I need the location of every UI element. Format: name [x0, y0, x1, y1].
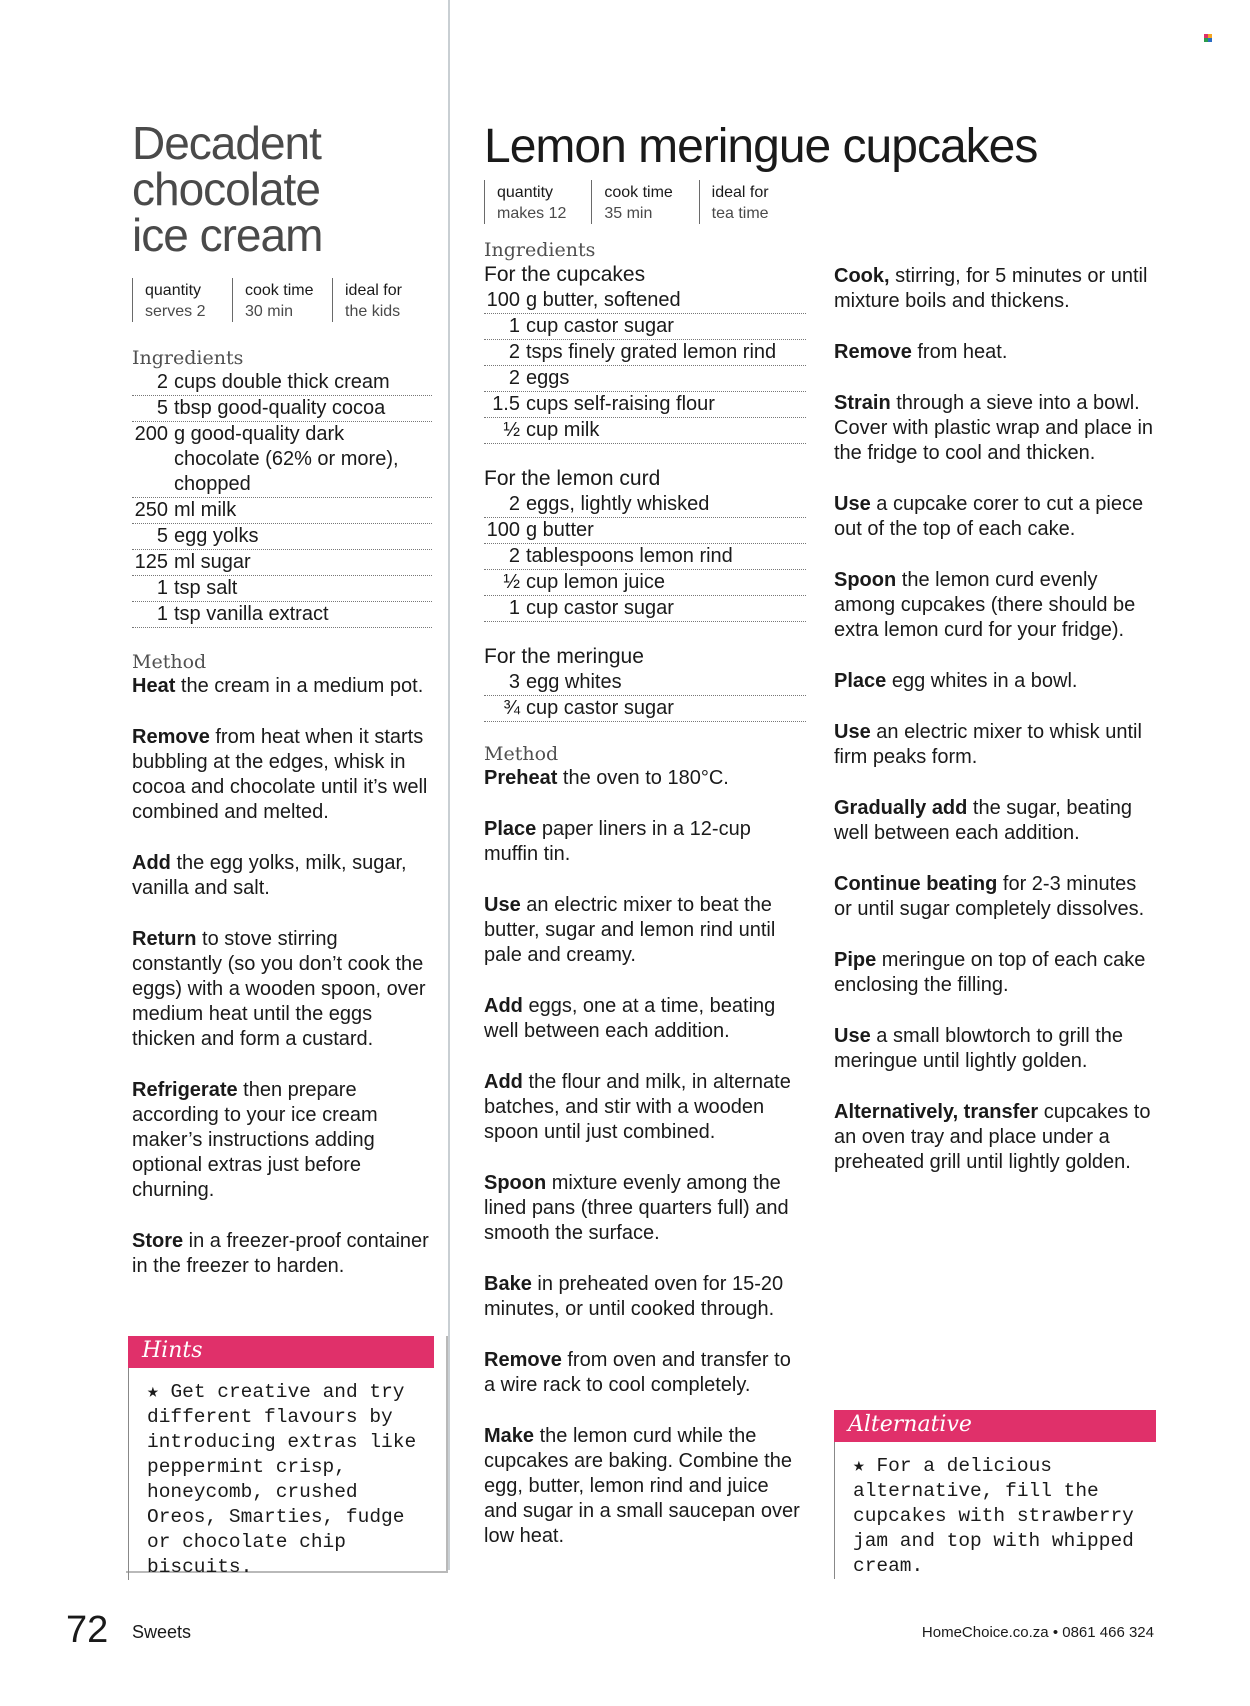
ingredients-list — [132, 370, 432, 628]
step-keyword: Place — [834, 670, 887, 692]
page-footer — [0, 1610, 1250, 1650]
ingredient-text: eggs — [526, 367, 570, 389]
ingredient-quantity: 2 — [156, 371, 168, 393]
method-heading: Method — [484, 743, 559, 765]
ingredient-text: tsp salt — [174, 577, 238, 599]
method-step — [834, 948, 1156, 998]
ingredient-quantity: 2 — [508, 341, 520, 363]
method-step — [834, 872, 1156, 922]
step-keyword: Remove — [484, 1349, 562, 1371]
method-list — [834, 264, 1156, 1175]
step-text: an electric mixer to whisk until firm peaks form. — [834, 721, 1142, 768]
step-text: in a freezer-proof container in the freezer to harden. — [132, 1230, 429, 1277]
step-keyword: Strain — [834, 392, 891, 414]
ingredient-quantity: 2 — [508, 493, 520, 515]
step-keyword: Cook, — [834, 265, 890, 287]
group-heading: For the lemon curd — [484, 467, 661, 490]
recipe-title: Lemon meringue cupcakes — [484, 120, 1038, 173]
method-step — [834, 669, 1156, 694]
ingredient-text: cup castor sugar — [526, 315, 674, 337]
ingredient-row — [484, 418, 806, 444]
step-keyword: Continue beating — [834, 873, 998, 895]
ingredient-text: egg whites — [526, 671, 622, 693]
ingredient-text: tsp vanilla extract — [174, 603, 329, 625]
ingredient-text: tbsp good-quality cocoa — [174, 397, 386, 419]
meta-cook-time: cook time 30 min — [232, 278, 328, 322]
step-text: mixture evenly among the lined pans (three quarters full) and smooth the surface. — [484, 1172, 789, 1244]
alternative-banner: Alternative — [834, 1410, 1156, 1442]
ingredient-row — [484, 570, 806, 596]
step-text: eggs, one at a time, beating well between each addition. — [484, 995, 776, 1042]
ingredient-row — [132, 576, 432, 602]
ingredient-quantity: 3 — [508, 671, 520, 693]
ingredient-quantity: 5 — [156, 397, 168, 419]
ingredient-text: tsps finely grated lemon rind — [526, 341, 777, 363]
ingredient-row — [484, 596, 806, 622]
alternative-box — [834, 1410, 1156, 1579]
method-step — [834, 720, 1156, 770]
step-keyword: Gradually add — [834, 797, 968, 819]
ingredient-row — [484, 392, 806, 418]
method-step — [484, 1070, 806, 1145]
step-text: the sugar, beating well between each addition. — [834, 797, 1132, 844]
ingredient-row — [484, 314, 806, 340]
method-step — [834, 340, 1156, 365]
ingredients-heading: Ingredients — [484, 239, 596, 261]
meta-quantity: quantity makes 12 — [484, 180, 587, 224]
ingredient-text: cup castor sugar — [526, 697, 674, 719]
ingredient-row — [484, 670, 806, 696]
step-text: meringue on top of each cake enclosing the filling. — [834, 949, 1146, 996]
meta-quantity: quantity serves 2 — [132, 278, 228, 322]
step-text: the lemon curd while the cupcakes are baking. Combine the egg, butter, lemon rind and juice and sugar in a small saucepan over low heat. — [484, 1425, 800, 1547]
meta-ideal-for: ideal for the kids — [332, 278, 428, 322]
ingredient-quantity: 125 — [134, 551, 168, 573]
method-step — [484, 1424, 806, 1549]
step-keyword: Add — [484, 1071, 523, 1093]
hints-text: ★ Get creative and try different flavours by introducing extras like peppermint crisp, honeycomb, crushed Oreos, Smarties, fudge or chocolate chip biscuits. — [128, 1368, 434, 1580]
ingredient-row — [484, 288, 806, 314]
group-heading: For the meringue — [484, 645, 644, 668]
method-step — [834, 492, 1156, 542]
step-keyword: Alternatively, transfer — [834, 1101, 1039, 1123]
ingredient-quantity: 2 — [508, 545, 520, 567]
ingredient-row — [132, 370, 432, 396]
method-step — [834, 796, 1156, 846]
alternative-text: ★ For a delicious alternative, fill the cupcakes with strawberry jam and top with whipped cream. — [834, 1442, 1156, 1579]
step-keyword: Add — [132, 852, 171, 874]
step-keyword: Use — [834, 493, 871, 515]
ingredient-quantity: 1 — [508, 315, 520, 337]
step-keyword: Preheat — [484, 767, 558, 789]
meta-cook-time: cook time 35 min — [591, 180, 694, 224]
ingredient-text: cups self-raising flour — [526, 393, 715, 415]
step-text: a small blowtorch to grill the meringue until lightly golden. — [834, 1025, 1124, 1072]
column-divider — [448, 0, 450, 1570]
recipe-ice-cream — [132, 117, 432, 1305]
method-heading: Method — [132, 651, 207, 673]
group-heading: For the cupcakes — [484, 263, 646, 286]
method-step — [132, 1078, 432, 1203]
site-contact: HomeChoice.co.za • 0861 466 324 — [921, 1624, 1154, 1641]
ingredient-row — [484, 544, 806, 570]
ingredient-row — [484, 518, 806, 544]
step-text: from heat. — [911, 341, 1008, 363]
step-keyword: Store — [132, 1230, 184, 1252]
step-text: cupcakes to an oven tray and place under a preheated grill until lightly golden. — [834, 1101, 1151, 1173]
box-border — [446, 1336, 448, 1573]
method-step — [484, 893, 806, 968]
ingredient-group — [484, 644, 806, 722]
ingredient-text: cups double thick cream — [174, 371, 390, 393]
method-step — [484, 1272, 806, 1322]
step-keyword: Use — [834, 1025, 871, 1047]
step-keyword: Return — [132, 928, 197, 950]
step-keyword: Add — [484, 995, 523, 1017]
ingredient-quantity: 2 — [508, 367, 520, 389]
ingredient-quantity: 5 — [156, 525, 168, 547]
step-text: to stove stirring constantly (so you don’t cook the eggs) with a wooden spoon, over medium heat until the eggs thicken and form a custard. — [132, 928, 426, 1050]
ingredient-quantity: ½ — [503, 419, 520, 441]
ingredient-groups — [484, 262, 806, 722]
step-text: from heat when it starts bubbling at the edges, whisk in cocoa and chocolate until it’s well combined and melted. — [132, 726, 428, 823]
method-step — [834, 568, 1156, 643]
ingredient-quantity: 1 — [156, 603, 168, 625]
step-text: from oven and transfer to a wire rack to cool completely. — [484, 1349, 791, 1396]
step-keyword: Refrigerate — [132, 1079, 238, 1101]
ingredient-row — [132, 498, 432, 524]
recipe-title: Decadent chocolate ice cream — [132, 117, 323, 261]
method-list — [484, 766, 806, 1549]
step-keyword: Make — [484, 1425, 535, 1447]
ingredient-quantity: 200 — [134, 423, 168, 445]
step-keyword: Use — [484, 894, 521, 916]
ingredient-quantity: 100 — [486, 289, 520, 311]
recipe-meta — [484, 180, 806, 224]
hints-box — [128, 1336, 434, 1580]
page-number: 72 — [66, 1609, 109, 1651]
step-keyword: Pipe — [834, 949, 877, 971]
method-step — [132, 1229, 432, 1279]
method-step — [132, 674, 432, 699]
ingredient-group — [484, 262, 806, 444]
step-keyword: Remove — [834, 341, 912, 363]
meta-ideal-for: ideal for tea time — [699, 180, 802, 224]
ingredient-quantity: 1.5 — [492, 393, 520, 415]
ingredient-text: tablespoons lemon rind — [526, 545, 733, 567]
step-text: the flour and milk, in alternate batches, and stir with a wooden spoon until just combined. — [484, 1071, 791, 1143]
method-step — [132, 927, 432, 1052]
ingredient-row — [132, 396, 432, 422]
step-text: paper liners in a 12-cup muffin tin. — [484, 818, 751, 865]
ingredient-row — [484, 366, 806, 392]
ingredient-row — [484, 696, 806, 722]
method-step — [834, 1100, 1156, 1175]
ingredient-text: g butter — [526, 519, 594, 541]
method-step — [834, 391, 1156, 466]
hints-banner: Hints — [128, 1336, 434, 1368]
ingredient-text: g good-quality dark chocolate (62% or more), chopped — [174, 423, 399, 495]
ingredient-text: cup milk — [526, 419, 600, 441]
step-text: then prepare according to your ice cream maker’s instructions adding optional extras just before churning. — [132, 1079, 378, 1201]
step-text: the lemon curd evenly among cupcakes (there should be extra lemon curd for your fridge). — [834, 569, 1136, 641]
ingredient-text: eggs, lightly whisked — [526, 493, 710, 515]
ingredient-text: ml sugar — [174, 551, 251, 573]
ingredient-text: egg yolks — [174, 525, 259, 547]
method-step — [484, 1348, 806, 1398]
ingredients-heading: Ingredients — [132, 347, 244, 369]
method-step — [132, 851, 432, 901]
step-text: the oven to 180°C. — [557, 767, 729, 789]
step-text: a cupcake corer to cut a piece out of the top of each cake. — [834, 493, 1144, 540]
ingredient-quantity: ½ — [503, 571, 520, 593]
ingredient-quantity: ¾ — [503, 697, 520, 719]
step-keyword: Remove — [132, 726, 210, 748]
step-keyword: Spoon — [484, 1172, 547, 1194]
section-name: Sweets — [132, 1622, 192, 1642]
ingredient-row — [132, 550, 432, 576]
method-step — [484, 994, 806, 1044]
method-continued — [834, 264, 1156, 1201]
brand-logo-icon — [1204, 34, 1212, 42]
step-keyword: Spoon — [834, 569, 897, 591]
ingredient-quantity: 250 — [134, 499, 168, 521]
method-step — [484, 1171, 806, 1246]
method-step — [484, 817, 806, 867]
method-step — [834, 264, 1156, 314]
step-text: for 2-3 minutes or until sugar completely dissolves. — [834, 873, 1145, 920]
ingredient-quantity: 100 — [486, 519, 520, 541]
step-text: an electric mixer to beat the butter, sugar and lemon rind until pale and creamy. — [484, 894, 776, 966]
ingredient-text: cup castor sugar — [526, 597, 674, 619]
ingredient-text: g butter, softened — [526, 289, 681, 311]
ingredient-group — [484, 466, 806, 622]
step-keyword: Heat — [132, 675, 176, 697]
ingredient-row — [132, 602, 432, 628]
step-text: egg whites in a bowl. — [886, 670, 1078, 692]
method-step — [484, 766, 806, 791]
step-text: the egg yolks, milk, sugar, vanilla and salt. — [132, 852, 407, 899]
ingredient-quantity: 1 — [508, 597, 520, 619]
ingredient-text: ml milk — [174, 499, 237, 521]
step-keyword: Place — [484, 818, 537, 840]
method-list — [132, 674, 432, 1279]
step-text: in preheated oven for 15-20 minutes, or until cooked through. — [484, 1273, 784, 1320]
step-text: stirring, for 5 minutes or until mixture boils and thickens. — [834, 265, 1148, 312]
recipe-meta — [132, 278, 432, 322]
method-step — [132, 725, 432, 825]
ingredient-row — [484, 492, 806, 518]
ingredient-row — [484, 340, 806, 366]
step-keyword: Bake — [484, 1273, 532, 1295]
step-keyword: Use — [834, 721, 871, 743]
ingredient-text: cup lemon juice — [526, 571, 665, 593]
step-text: the cream in a medium pot. — [175, 675, 424, 697]
ingredient-row — [132, 422, 432, 498]
ingredient-row — [132, 524, 432, 550]
step-text: through a sieve into a bowl. Cover with plastic wrap and place in the fridge to cool and thicken. — [834, 392, 1154, 464]
ingredient-quantity: 1 — [156, 577, 168, 599]
method-step — [834, 1024, 1156, 1074]
